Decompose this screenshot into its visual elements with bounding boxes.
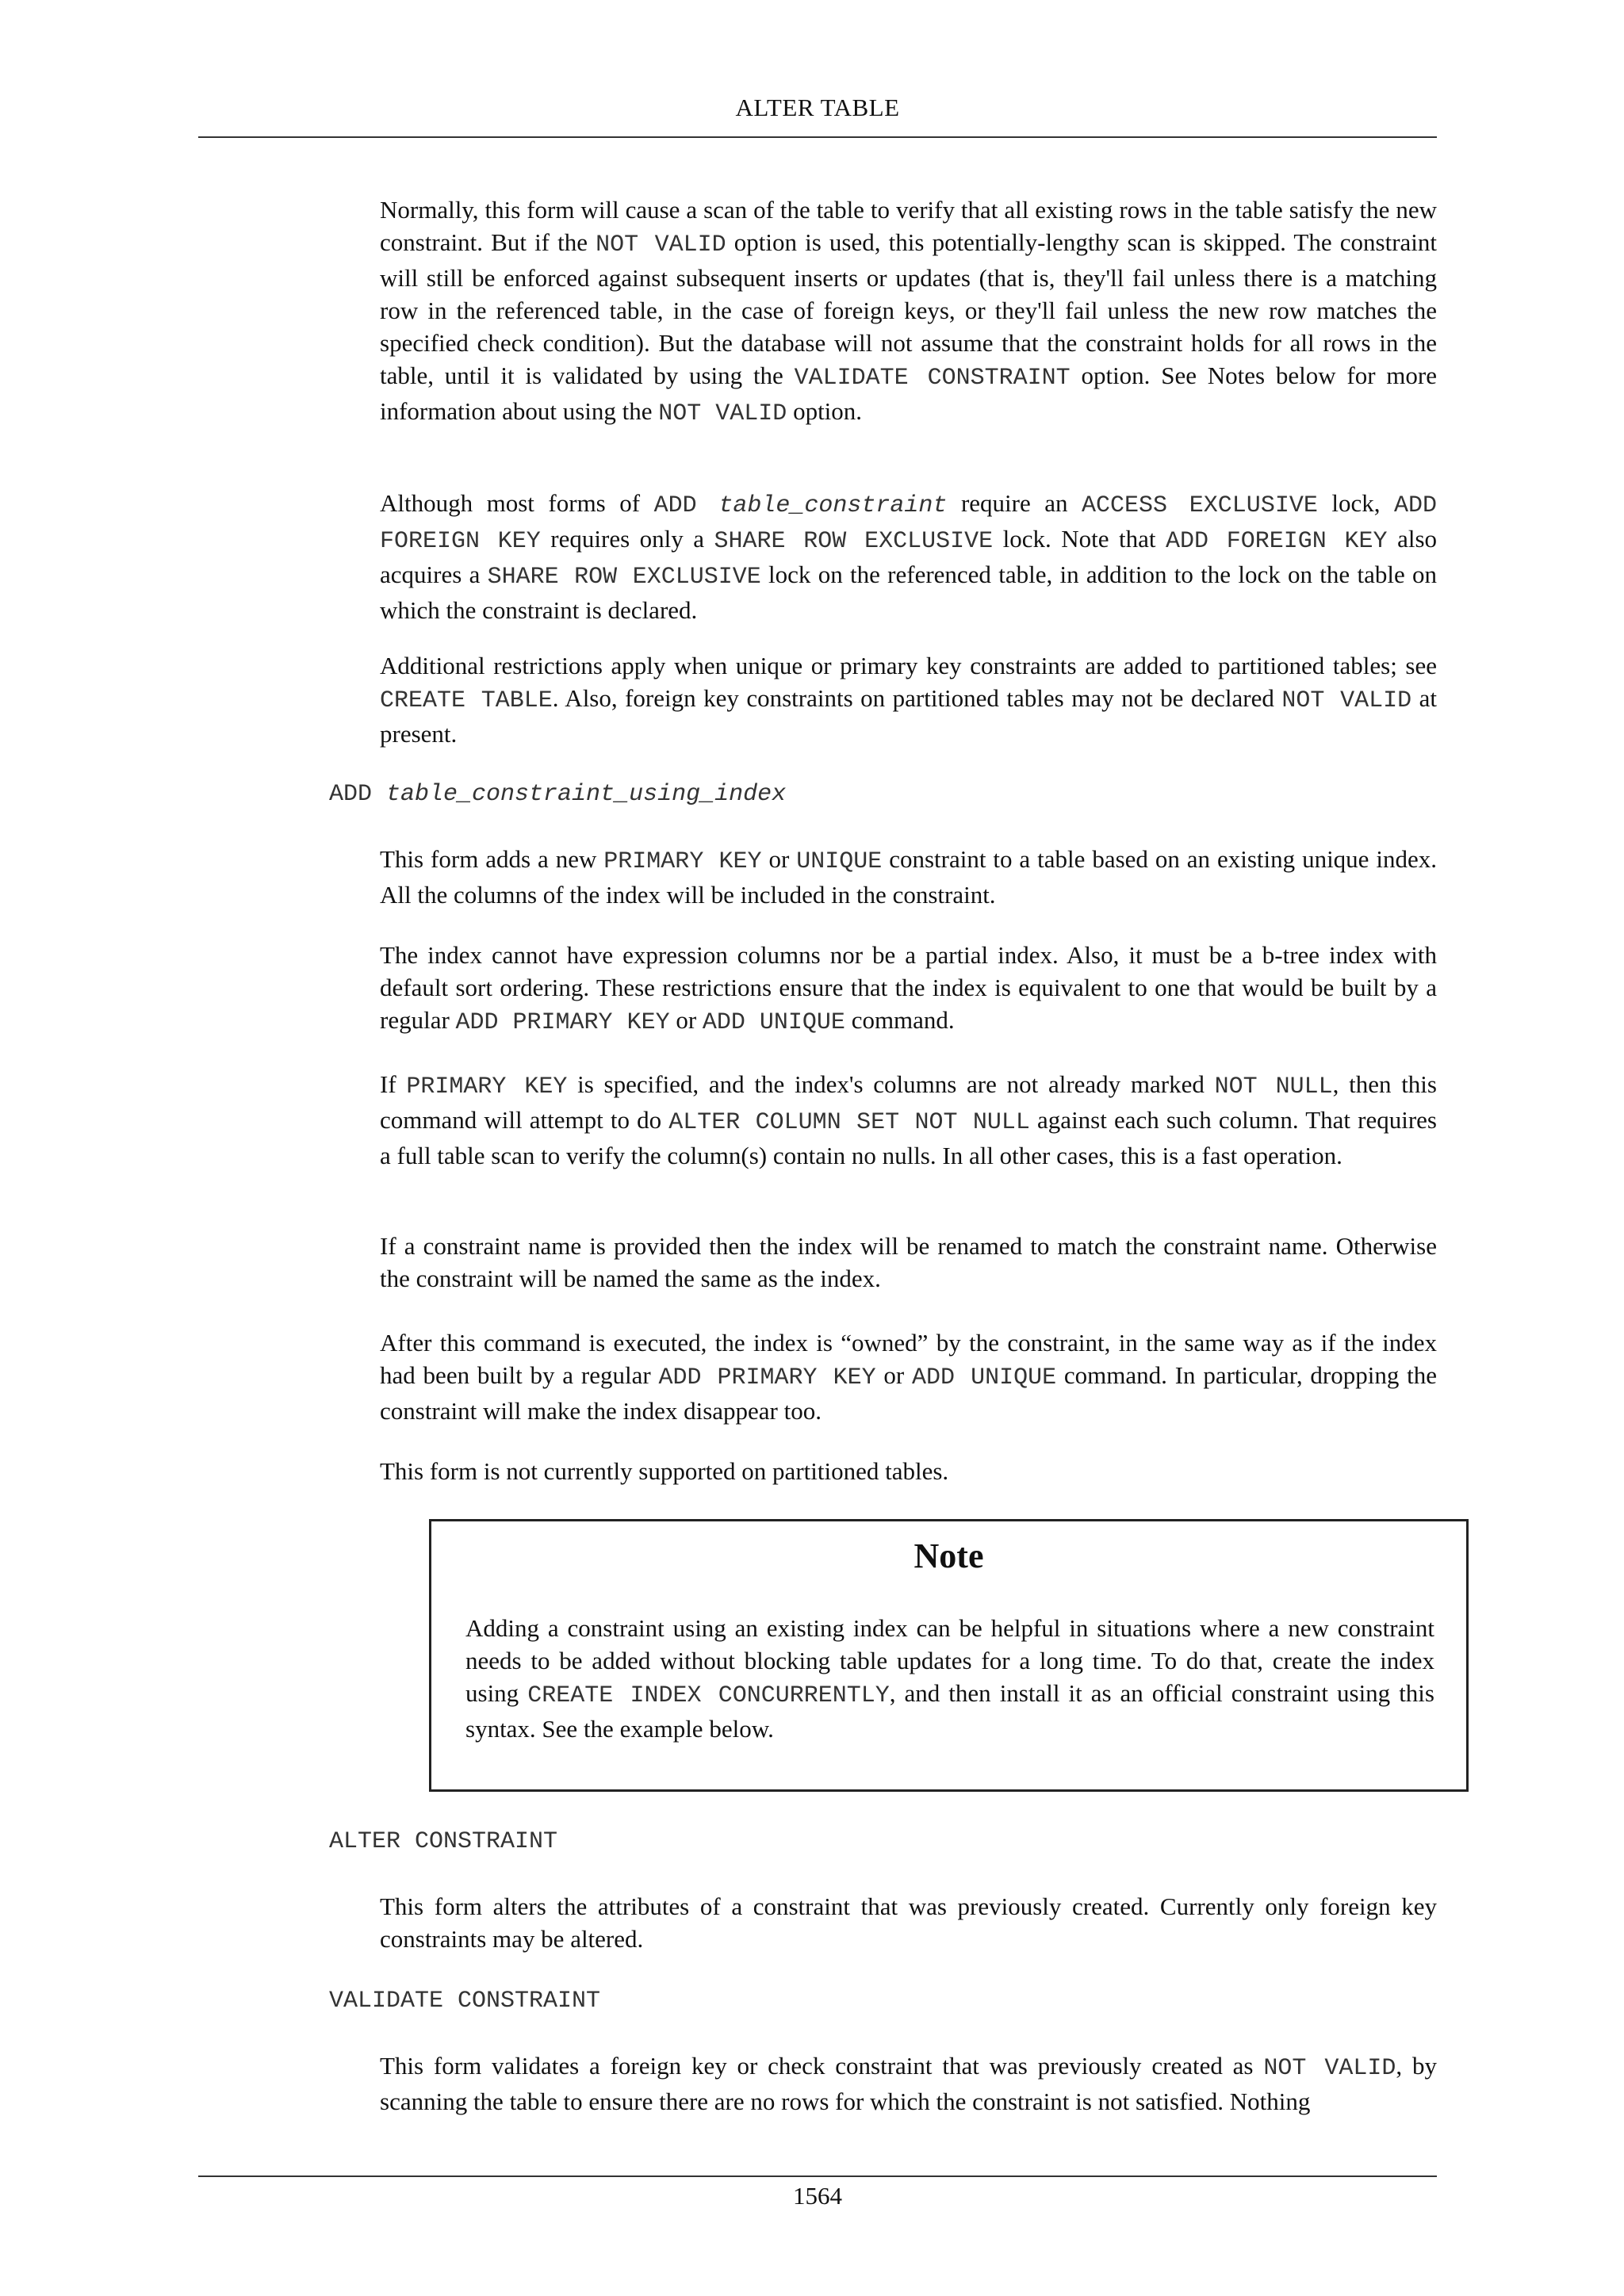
- text: command.: [845, 1006, 955, 1034]
- paragraph-lock-levels: [380, 487, 1437, 626]
- inline-code: SHARE ROW EXCLUSIVE: [714, 528, 994, 555]
- text: at present.: [380, 684, 1437, 748]
- text: If: [380, 1070, 407, 1098]
- text: lock. Note that: [993, 525, 1166, 553]
- text: . Also, foreign key constraints on partitioned tables may not be declared: [552, 684, 1282, 712]
- text: option. See Notes below for more information about using the: [380, 362, 1437, 425]
- paragraph-alter-constraint: [380, 1890, 1437, 1955]
- inline-code: ADD FOREIGN KEY: [1166, 528, 1388, 555]
- inline-code-italic: table_constraint: [718, 492, 948, 519]
- inline-code: NOT VALID: [1263, 2055, 1396, 2082]
- paragraph-not-supported-partitioned: [380, 1455, 1437, 1487]
- inline-code: UNIQUE: [796, 848, 883, 875]
- inline-code: NOT VALID: [596, 232, 726, 258]
- inline-code: ADD UNIQUE: [912, 1364, 1057, 1391]
- term-code: ALTER CONSTRAINT: [329, 1828, 558, 1855]
- term-code: ADD: [329, 781, 387, 808]
- header-rule: [198, 136, 1437, 138]
- inline-code: VALIDATE CONSTRAINT: [794, 365, 1071, 392]
- text: also acquires a: [380, 525, 1438, 588]
- inline-code: NOT NULL: [1214, 1073, 1333, 1100]
- text: lock on the referenced table, in addition to the lock on the table on which the constraint is declared.: [380, 561, 1437, 624]
- term-add-table-constraint-using-index: [329, 779, 786, 811]
- text: This form alters the attributes of a constraint that was previously created. Currently only foreign key constraints may be altered.: [380, 1892, 1437, 1953]
- paragraph-constraint-name: [380, 1230, 1437, 1295]
- inline-code: NOT VALID: [1281, 687, 1412, 714]
- text: require an: [947, 489, 1082, 517]
- text: This form validates a foreign key or check constraint that was previously created as: [380, 2052, 1264, 2080]
- paragraph-index-restrictions: [380, 939, 1437, 1039]
- text: or: [669, 1006, 703, 1034]
- inline-code: ADD PRIMARY KEY: [658, 1364, 876, 1391]
- text: option is used, this potentially-lengthy scan is skipped. The constraint will still be enforced against subsequent inserts or updates (that is, they'll fail unless there is a matching row in the referenced table, in the case of foreign keys, or they'll fail unless the new row matches the specified check condition). But the database will not assume that the constraint holds for all rows in the table, until it is validated by using the: [380, 228, 1438, 389]
- inline-code: CREATE INDEX CONCURRENTLY: [527, 1682, 890, 1709]
- text: The index cannot have expression columns nor be a partial index. Also, it must be a b-tree index with default sort ordering. These restrictions ensure that the index is equivalent to one that would be built by a regular: [380, 941, 1437, 1034]
- paragraph-primary-key-not-null: [380, 1068, 1437, 1172]
- term-validate-constraint: [329, 1985, 600, 2018]
- note-box: [429, 1519, 1469, 1792]
- inline-code: NOT VALID: [658, 400, 787, 427]
- text: Adding a constraint using an existing index can be helpful in situations where a new constraint needs to be added without blocking table updates for a long time. To do that, create the index using: [465, 1614, 1434, 1707]
- term-parameter: table_constraint_using_index: [386, 781, 787, 808]
- inline-code: ADD PRIMARY KEY: [455, 1009, 670, 1036]
- note-body: [465, 1612, 1434, 1745]
- text: constraint to a table based on an existing unique index. All the columns of the index will be included in the constraint.: [380, 845, 1437, 909]
- paragraph-not-valid-scan: [380, 193, 1437, 430]
- text: requires only a: [540, 525, 714, 553]
- text: This form is not currently supported on partitioned tables.: [380, 1457, 949, 1485]
- text: , and then install it as an official constraint using this syntax. See the example below.: [465, 1679, 1434, 1743]
- text: If a constraint name is provided then the index will be renamed to match the constraint name. Otherwise the constraint will be named the same as the index.: [380, 1232, 1437, 1292]
- text: or: [875, 1361, 913, 1389]
- inline-code: CREATE TABLE: [380, 687, 553, 714]
- text: Additional restrictions apply when unique or primary key constraints are added to partitioned tables; see: [380, 652, 1437, 679]
- text: , by scanning the table to ensure there are no rows for which the constraint is not satisfied. Nothing: [380, 2052, 1437, 2115]
- text: This form adds a new: [380, 845, 604, 873]
- text: option.: [787, 397, 863, 425]
- note-title: Note: [914, 1536, 984, 1575]
- footer-rule: [198, 2175, 1437, 2177]
- term-code: VALIDATE CONSTRAINT: [329, 1988, 601, 2015]
- inline-code: ADD UNIQUE: [702, 1009, 845, 1036]
- term-alter-constraint: [329, 1826, 557, 1858]
- text: is specified, and the index's columns are not already marked: [567, 1070, 1215, 1098]
- paragraph-validate-constraint: [380, 2049, 1437, 2118]
- paragraph-index-owned: [380, 1326, 1437, 1427]
- running-header: ALTER TABLE: [735, 94, 900, 121]
- text: After this command is executed, the index is “owned” by the constraint, in the same way as if the index had been built by a regular: [380, 1329, 1437, 1389]
- paragraph-partitioned-restrictions: [380, 649, 1437, 750]
- inline-code: PRIMARY KEY: [603, 848, 762, 875]
- text: or: [761, 845, 797, 873]
- inline-code: ALTER COLUMN SET NOT NULL: [668, 1109, 1030, 1136]
- inline-code: ADD FOREIGN KEY: [380, 492, 1437, 555]
- text: Normally, this form will cause a scan of the table to verify that all existing rows in the table satisfy the new constraint. But if the: [380, 196, 1437, 256]
- text: lock,: [1317, 489, 1394, 517]
- inline-code: PRIMARY KEY: [406, 1073, 568, 1100]
- inline-code: ADD: [653, 492, 719, 519]
- inline-code: SHARE ROW EXCLUSIVE: [487, 564, 761, 591]
- text: , then this command will attempt to do: [380, 1070, 1437, 1134]
- inline-code: ACCESS EXCLUSIVE: [1082, 492, 1318, 519]
- text: command. In particular, dropping the constraint will make the index disappear too.: [380, 1361, 1438, 1425]
- text: against each such column. That requires a full table scan to verify the column(s) contain no nulls. In all other cases, this is a fast operation.: [380, 1106, 1437, 1169]
- page-number: 1564: [793, 2182, 842, 2210]
- paragraph-adds-primary-key: [380, 843, 1437, 911]
- text: Although most forms of: [380, 489, 654, 517]
